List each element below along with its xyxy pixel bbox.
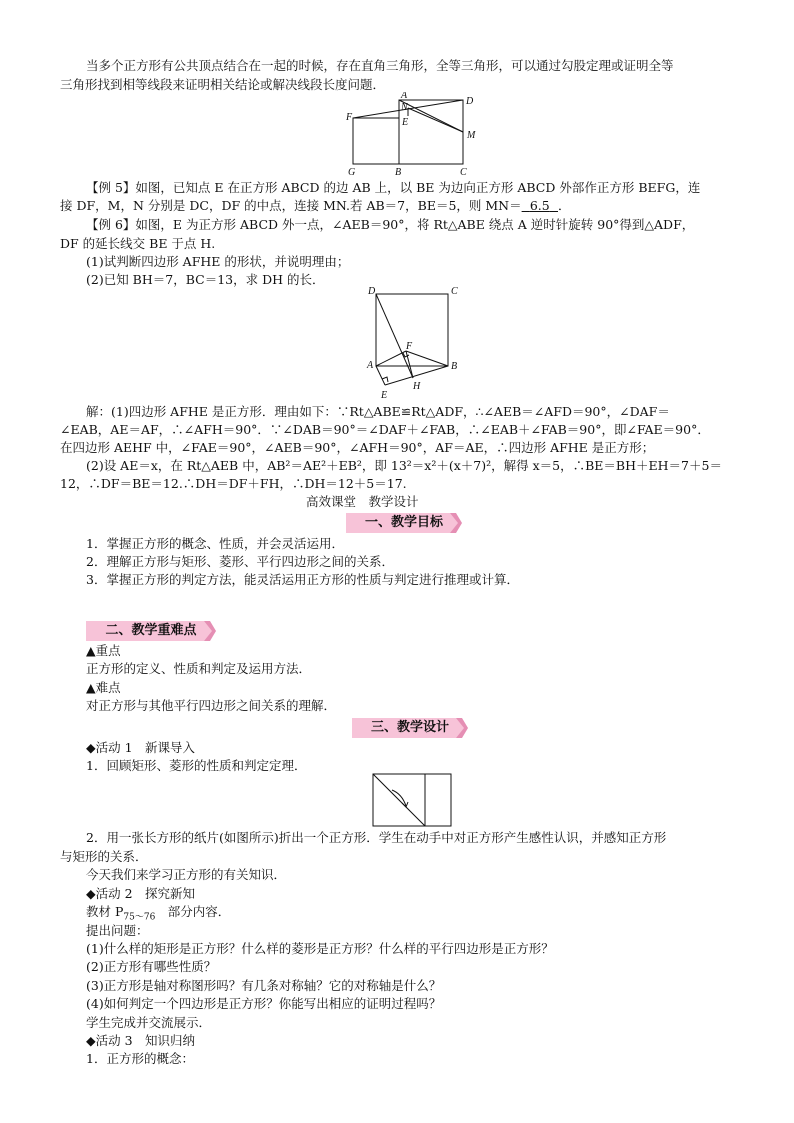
objective-2: 2．理解正方形与矩形、菱形、平行四边形之间的关系．	[86, 554, 394, 569]
fig1-label-d: D	[466, 96, 474, 107]
intro-line-2: 三角形找到相等线段来证明相关结论或解决线段长度问题．	[60, 77, 386, 92]
activity-1-title: ◆活动 1 新课导入	[86, 740, 196, 755]
fig2-label-a: A	[367, 360, 374, 371]
solution-line-1: 解：(1)四边形 AFHE 是正方形．理由如下：∵Rt△ABE≌Rt△ADF，∴∠AEB＝∠AFD＝90°，∠DAF＝	[86, 404, 670, 419]
fig1-label-m: M	[467, 130, 476, 141]
fig2-label-c: C	[451, 286, 458, 297]
fig2-label-d: D	[368, 286, 376, 297]
question-1: (1)什么样的矩形是正方形？什么样的菱形是正方形？什么样的平行四边形是正方形？	[86, 941, 554, 956]
activity-1-item-2-line-1: 2．用一张长方形的纸片(如图所示)折出一个正方形．学生在动手中对正方形产生感性认识，并感知正方形	[86, 830, 667, 845]
fig2-label-f: F	[406, 341, 413, 352]
section-badge-key-points	[86, 621, 216, 641]
fig2-label-e: E	[381, 390, 388, 401]
badge-label: 二、教学重难点	[105, 623, 197, 638]
difficulty-label: ▲难点	[86, 680, 121, 695]
fig1-label-c: C	[460, 167, 467, 176]
section-badge-objectives	[346, 513, 462, 533]
fig1-label-f: F	[346, 112, 353, 123]
section-badge-design	[352, 718, 468, 738]
solution-line-2: ∠EAB，AE＝AF，∴∠AFH＝90°．∵∠DAB＝90°＝∠DAF＋∠FAB，∴∠EAB＋∠FAB＝90°，即∠FAE＝90°．	[60, 422, 710, 437]
example-5-answer: 6.5	[529, 198, 550, 213]
solution-line-5: 12，∴DF＝BE＝12.∴DH＝DF＋FH，∴DH＝12＋5＝17.	[60, 476, 407, 491]
solution-line-3: 在四边形 AEHF 中，∠FAE＝90°，∠AEB＝90°，∠AFH＝90°，AF＝AE，∴四边形 AFHE 是正方形；	[60, 440, 655, 455]
fig1-label-g: G	[348, 167, 356, 176]
activity-1-item-2-line-2: 与矩形的关系．	[60, 849, 148, 864]
activity-1-today: 今天我们来学习正方形的有关知识．	[86, 867, 287, 882]
key-point-text: 正方形的定义、性质和判定及运用方法．	[86, 661, 312, 676]
figure-squares-abcd-befg	[343, 92, 483, 176]
fig1-label-n: N	[401, 102, 408, 113]
example-6-question-2: (2)已知 BH＝7，BC＝13，求 DH 的长．	[86, 272, 325, 287]
badge-label: 三、教学设计	[370, 720, 449, 735]
fig2-label-h: H	[413, 381, 421, 392]
difficulty-text: 对正方形与其他平行四边形之间关系的理解．	[86, 698, 337, 713]
figure-1-labels	[345, 92, 476, 176]
figure-square-with-rotated-triangle	[362, 283, 464, 405]
fig1-label-a: A	[401, 92, 408, 101]
question-3: (3)正方形是轴对称图形吗？有几条对称轴？它的对称轴是什么？	[86, 978, 442, 993]
fig1-label-e: E	[402, 117, 409, 128]
objective-3: 3．掌握正方形的判定方法，能灵活运用正方形的性质与判定进行推理或计算．	[86, 572, 519, 587]
solution-line-4: (2)设 AE＝x，在 Rt△AEB 中，AB²＝AE²＋EB²，即 13²＝x²＋(x＋7)²，解得 x＝5，∴BE＝BH＋EH＝7＋5＝	[86, 458, 722, 473]
activity-3-item-1: 1．正方形的概念：	[86, 1051, 194, 1066]
question-2: (2)正方形有哪些性质？	[86, 959, 217, 974]
example-6-question-1: (1)试判断四边形 AFHE 的形状，并说明理由；	[86, 254, 350, 269]
example-6-line-1: 【例 6】如图，E 为正方形 ABCD 外一点，∠AEB＝90°，将 Rt△ABE 绕点 A 逆时针旋转 90°得到△ADF，	[86, 217, 695, 232]
activity-2-show: 学生完成并交流展示．	[86, 1015, 212, 1030]
fig2-label-b: B	[451, 361, 458, 372]
activity-2-textbook: 教材 $P_{75\sim 76}$ 部分内容．	[86, 904, 231, 923]
section-header: 高效课堂 教学设计	[306, 494, 419, 509]
example-5-line-1: 【例 5】如图，已知点 E 在正方形 ABCD 的边 AB 上，以 BE 为边向正方形 ABCD 外部作正方形 BEFG，连	[86, 180, 701, 195]
activity-3-title: ◆活动 3 知识归纳	[86, 1033, 196, 1048]
example-6-line-2: DF 的延长线交 BE 于点 H.	[60, 236, 216, 251]
objective-1: 1．掌握正方形的概念、性质，并会灵活运用．	[86, 536, 344, 551]
activity-2-title: ◆活动 2 探究新知	[86, 886, 196, 901]
example-5-line-2: 接 DF，M，N 分别是 DC，DF 的中点，连接 MN.若 AB＝7，BE＝5，则 MN＝ 6.5 ．	[60, 198, 571, 213]
intro-line-1: 当多个正方形有公共顶点结合在一起的时候，存在直角三角形，全等三角形，可以通过勾股定理或证明全等	[86, 58, 674, 73]
activity-2-ask: 提出问题：	[86, 923, 149, 938]
question-4: (4)如何判定一个四边形是正方形？你能写出相应的证明过程吗？	[86, 996, 442, 1011]
key-point-label: ▲重点	[86, 643, 121, 658]
activity-1-item-1: 1．回顾矩形、菱形的性质和判定定理．	[86, 758, 307, 773]
example-5-text: 接 DF，M，N 分别是 DC，DF 的中点，连接 MN.若 AB＝7，BE＝5，则 MN＝	[60, 198, 522, 213]
textbook-page-range: 75～76	[123, 912, 156, 923]
figure-folded-paper	[370, 772, 454, 828]
badge-label: 一、教学目标	[364, 515, 443, 530]
fig1-label-b: B	[395, 167, 402, 176]
